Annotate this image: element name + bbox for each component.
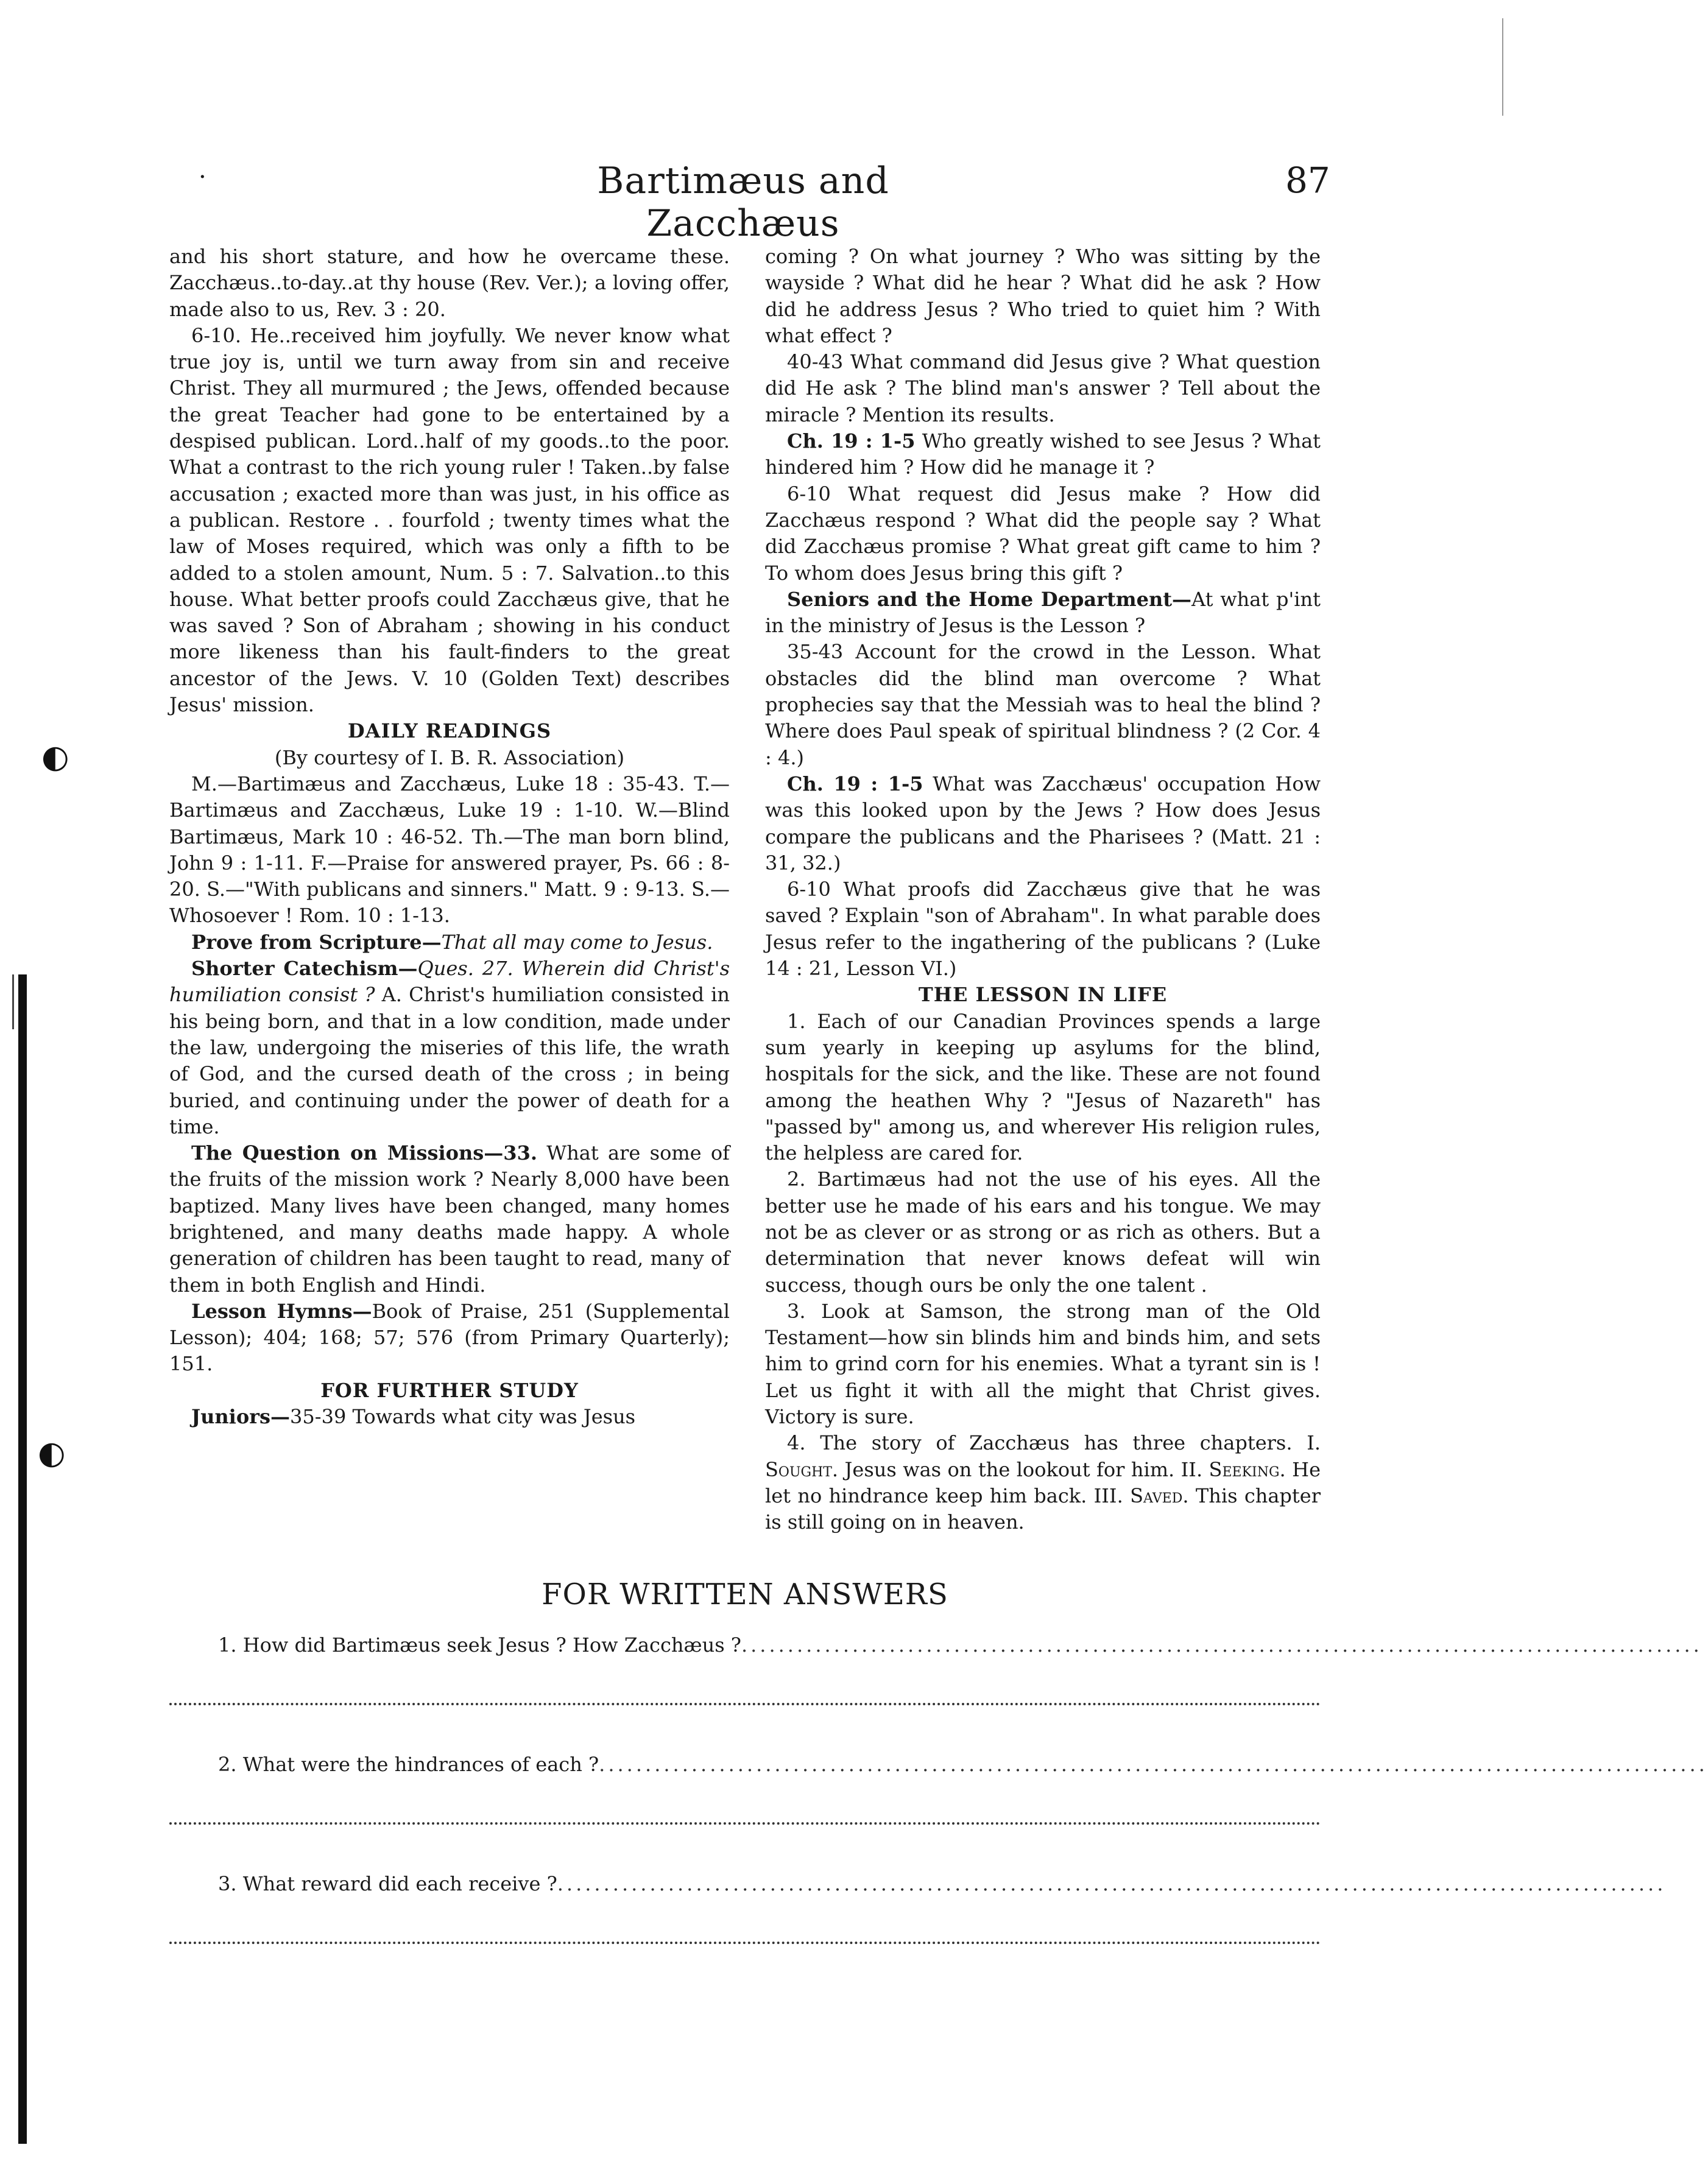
paragraph: 40-43 What command did Jesus give ? What question did He ask ? The blind man's answer ? Tell about the miracle ? Mention its results. [765,350,1321,426]
margin-punch-mark: ◐ [38,1434,66,1471]
section-text: Book of Praise, 251 (Supplemental Lesson); 404; 168; 57; 576 (from Primary Quarterly); 151. [169,1299,730,1376]
lesson-point: 1. Each of our Canadian Provinces spends a large sum yearly in keeping up asylums for the blind, hospitals for the sick, and the like. These are not found among the heathen Why ? "Jesus of Nazareth" has "passed by" among us, and wherever His religion rules, the helpless are cared for. [765,1009,1321,1165]
shorter-catechism [169,956,730,1140]
header-dot: · [199,163,206,191]
lesson-hymns [169,1298,730,1378]
text-run: 4. The story of Zacchæus has three chapters. I. [787,1431,1321,1455]
daily-readings-heading: DAILY READINGS [347,719,552,743]
written-answers-title: FOR WRITTEN ANSWERS [542,1577,948,1612]
answer-dots: ........................................................................................................ [741,1633,1703,1657]
text-run: Sought. [765,1457,839,1481]
question-line [169,1633,1703,1657]
paragraph [765,428,1321,481]
text-run: Seeking. [1209,1457,1286,1481]
lesson-in-life-heading: THE LESSON IN LIFE [918,983,1168,1007]
section-label: Seniors and the Home Department— [787,587,1192,611]
question-line [169,1753,1708,1776]
section-text: At what p'int in the ministry of Jesus is the Lesson ? [765,587,1321,638]
section-label: Juniors— [191,1405,291,1429]
page-number: 87 [1285,160,1330,201]
section-label: Lesson Hymns— [191,1299,372,1323]
right-column [765,244,1321,1536]
question-text: 3. What reward did each receive ? [218,1872,557,1895]
question-text: 1. How did Bartimæus seek Jesus ? How Zacchæus ? [218,1633,741,1657]
section-text: 35-39 Towards what city was Jesus [290,1405,636,1429]
paragraph: 6-10 What proofs did Zacchæus give that he was saved ? Explain "son of Abraham". In what parable does Jesus refer to the ingathering of the publicans ? (Luke 14 : 21, Lesson VI.) [765,878,1321,981]
answer-line[interactable] [169,1936,1321,1944]
scan-edge-mark-thin [12,974,14,1029]
paragraph: and his short stature, and how he overcame these. Zacchæus..to-day..at thy house (Rev. Ver.); a loving offer, made also to us, Rev. 3 : 20. [169,245,730,321]
section-label: Prove from Scripture— [191,930,442,954]
section-text: What are some of the fruits of the mission work ? Nearly 8,000 have been baptized. Many lives have been changed, many homes brightened, and many deaths made happy. A whole generation of children has been taught to read, many of them in both English and Hindi. [169,1141,730,1297]
lesson-point [765,1430,1321,1535]
section-label: Ch. 19 : 1-5 [787,772,923,795]
section-text: What was Zacchæus' occupation How was this looked upon by the Jews ? How does Jesus compare the publicans and the Pharisees ? (Matt. 21 : 31, 32.) [765,772,1321,875]
answer-line[interactable] [169,1697,1321,1705]
further-study-heading: FOR FURTHER STUDY [320,1378,579,1402]
scan-edge-mark [1502,18,1503,116]
section-label: The Question on Missions—33. [191,1141,537,1165]
question-on-missions [169,1140,730,1298]
text-run: Saved. [1130,1484,1189,1507]
section-text: Who greatly wished to see Jesus ? What hindered him ? How did he manage it ? [765,429,1321,479]
section-label: Ch. 19 : 1-5 [787,429,916,453]
page-title: Bartimæus and Zacchæus [597,160,889,245]
question-line [169,1872,1667,1895]
catechism-question: Ques. 27. Wherein did Christ's humiliation consist ? [169,957,730,1007]
answer-dots: ........................................................................................................................ [557,1872,1667,1895]
paragraph [765,771,1321,876]
answer-dots: ........................................................................................................................ [599,1753,1708,1776]
lesson-point: 3. Look at Samson, the strong man of the Old Testament—how sin blinds him and binds him, and sets him to grind corn for his enemies. What a tyrant sin is ! Let us fight it with all the might that Christ gives. Victory is sure. [765,1299,1321,1429]
section-text: That all may come to Jesus. [441,930,713,954]
paragraph: coming ? On what journey ? Who was sitting by the wayside ? What did he hear ? What did he ask ? How did he address Jesus ? Who tried to quiet him ? With what effect ? [765,245,1321,347]
text-run: This chapter is still going on in heaven. [765,1484,1321,1534]
seniors [765,587,1321,639]
paragraph: 6-10. He..received him joyfully. We never know what true joy is, until we turn away from sin and receive Christ. They all murmured ; the Jews, offended because the great Teacher had gone to be entertained by a despised publican. Lord..half of my goods..to the poor. What a contrast to the rich young ruler ! Taken..by false accusation ; exacted more than was just, in his office as a publican. Restore . . fourfold ; twenty times what the law of Moses required, which was only a fifth to be added to a stolen amount, Num. 5 : 7. Salvation..to this house. What better proofs could Zacchæus give, that he was saved ? Son of Abraham ; showing in his conduct more likeness than his fault-finders to the great ancestor of the Jews. V. 10 (Golden Text) describes Jesus' mission. [169,323,730,717]
section-label: Shorter Catechism— [191,957,418,981]
margin-punch-mark: ◐ [41,738,69,775]
answer-line[interactable] [169,1816,1321,1825]
left-column [169,244,730,1430]
question-text: 2. What were the hindrances of each ? [218,1753,599,1776]
juniors [169,1404,730,1430]
daily-readings-courtesy: (By courtesy of I. B. R. Association) [274,745,625,769]
paragraph: 35-43 Account for the crowd in the Lesson. What obstacles did the blind man overcome ? What prophecies say that the Messiah was to heal the blind ? Where does Paul speak of spiritual blindness ? (2 Cor. 4 : 4.) [765,640,1321,769]
prove-from-scripture [169,929,730,956]
text-run: Jesus was on the lookout for him. II. [838,1457,1209,1481]
daily-readings-text: M.—Bartimæus and Zacchæus, Luke 18 : 35-43. T.—Bartimæus and Zacchæus, Luke 19 : 1-10. W.—Blind Bartimæus, Mark 10 : 46-52. Th.—The man born blind, John 9 : 1-11. F.—Praise for answered prayer, Ps. 66 : 8-20. S.—"With publicans and sinners." Matt. 9 : 9-13. S.—Whosoever ! Rom. 10 : 1-13. [169,772,730,928]
binding-edge-shadow [18,974,27,2144]
lesson-point: 2. Bartimæus had not the use of his eyes. All the better use he made of his ears and his tongue. We may not be as clever or as strong or as rich as others. But a determination that never knows defeat will win success, though ours be only the one talent . [765,1168,1321,1297]
text-run: He let no hindrance keep him back. III. [765,1457,1321,1507]
paragraph: 6-10 What request did Jesus make ? How did Zacchæus respond ? What did the people say ? What did Zacchæus promise ? What great gift came to him ? To whom does Jesus bring this gift ? [765,482,1321,585]
catechism-answer: A. Christ's humiliation consisted in his being born, and that in a low condition, made under the law, undergoing the miseries of this life, the wrath of God, and the cursed death of the cross ; in being buried, and continuing under the power of death for a time. [169,983,730,1138]
